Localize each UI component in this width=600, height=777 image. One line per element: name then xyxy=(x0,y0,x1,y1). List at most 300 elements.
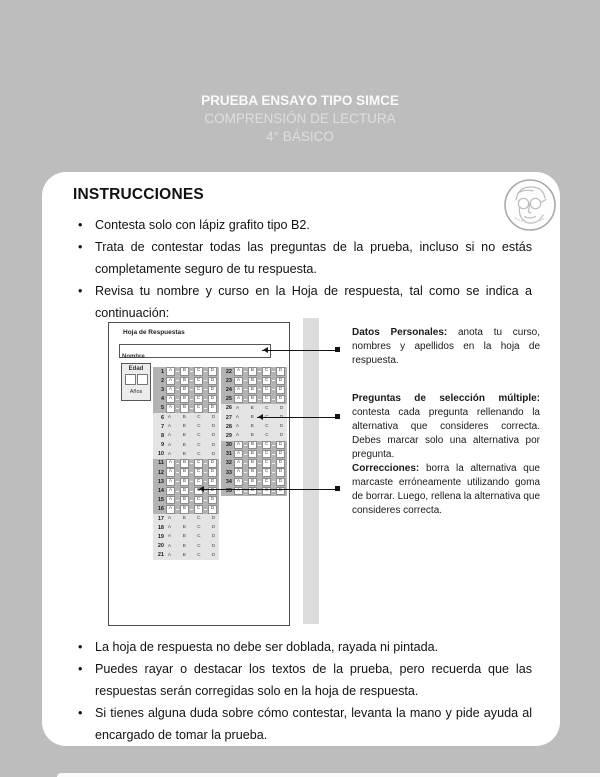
age-label: Edad xyxy=(128,366,144,372)
answer-row-30 xyxy=(221,441,287,450)
instructions-list-bottom xyxy=(73,636,532,746)
answer-bubble-D: D xyxy=(211,433,216,439)
bubble-connector xyxy=(272,481,275,482)
answer-bubble-A: A xyxy=(166,395,175,403)
answer-bubble-A: A xyxy=(167,552,172,558)
answer-bubble-D: D xyxy=(208,404,217,412)
answer-bubble-C: C xyxy=(194,395,203,403)
answer-row-5 xyxy=(153,404,219,413)
annotation-seleccion-multiple xyxy=(352,392,540,462)
bubble-connector xyxy=(258,371,261,372)
instructions-card xyxy=(42,172,560,746)
bubble-connector xyxy=(258,463,261,464)
answer-row-number: 30 xyxy=(225,442,232,449)
answer-bubble-B: B xyxy=(180,468,189,476)
answer-bubble-D: D xyxy=(276,395,285,403)
bubble-connector xyxy=(204,491,207,492)
answer-bubble-C: C xyxy=(194,468,203,476)
answer-bubble-A: A xyxy=(234,450,243,458)
answer-bubble-A: A xyxy=(166,487,175,495)
annotation-datos-personales xyxy=(352,326,540,368)
answer-bubble-B: B xyxy=(180,505,189,513)
answer-bubble-D: D xyxy=(279,433,284,439)
bubble-connector xyxy=(258,472,261,473)
bubble-connector xyxy=(244,399,247,400)
answer-row-16 xyxy=(153,505,219,514)
instruction-item xyxy=(73,214,532,236)
answer-bubble-D: D xyxy=(211,415,216,421)
page-header xyxy=(0,92,600,146)
answer-bubble-C: C xyxy=(262,459,271,467)
bubble-connector xyxy=(176,389,179,390)
instruction-text: La hoja de respuesta no debe ser doblada, rayada ni pintada. xyxy=(95,640,439,654)
answer-bubble-C: C xyxy=(197,543,201,549)
answer-bubble-B: B xyxy=(248,468,257,476)
bubble-connector xyxy=(176,481,179,482)
instruction-text: Si tienes alguna duda sobre cómo contestar, levanta la mano y pide ayuda al encargado de tomar la prueba. xyxy=(95,706,532,742)
answer-row-29 xyxy=(221,431,287,440)
instruction-item xyxy=(73,636,532,658)
answer-bubble-D: D xyxy=(276,459,285,467)
answer-sheet-illustration xyxy=(108,322,290,626)
bubble-connector xyxy=(244,445,247,446)
bubble-connector xyxy=(272,380,275,381)
answer-bubble-A: A xyxy=(234,386,243,394)
answer-row-number: 3 xyxy=(160,386,164,393)
answer-row-number: 35 xyxy=(225,488,232,495)
answer-bubble-B: B xyxy=(180,487,189,495)
answer-row-number: 20 xyxy=(157,543,164,550)
answer-bubble-B: B xyxy=(182,543,186,549)
answer-row-number: 11 xyxy=(158,460,164,467)
answer-bubble-B: B xyxy=(182,525,186,531)
bubble-connector xyxy=(258,389,261,390)
answer-bubble-C: C xyxy=(262,367,271,375)
answer-bubble-A: A xyxy=(167,415,172,421)
answer-bubble-D: D xyxy=(279,415,284,421)
answer-bubble-B: B xyxy=(180,478,189,486)
answer-bubble-B: B xyxy=(180,367,189,375)
answer-row-number: 32 xyxy=(225,460,232,467)
answer-bubble-A: A xyxy=(234,487,243,495)
answer-bubble-A: A xyxy=(166,496,175,504)
answer-bubble-D: D xyxy=(279,424,284,430)
answer-row-number: 13 xyxy=(157,478,164,485)
instruction-item xyxy=(73,702,532,746)
answer-bubble-C: C xyxy=(194,487,203,495)
answer-row-4 xyxy=(153,395,219,404)
answer-bubble-A: A xyxy=(167,451,172,457)
answer-row-number: 7 xyxy=(160,423,164,430)
answer-row-8 xyxy=(153,431,219,440)
answer-row-number: 5 xyxy=(160,405,164,412)
answer-row-number: 28 xyxy=(225,423,232,430)
answer-row-number: 22 xyxy=(225,368,232,375)
answer-bubble-B: B xyxy=(248,441,257,449)
answer-row-31 xyxy=(221,450,287,459)
bubble-connector xyxy=(204,472,207,473)
answer-bubble-C: C xyxy=(265,424,269,430)
bubble-connector xyxy=(204,509,207,510)
answer-bubble-B: B xyxy=(250,405,254,411)
bubble-connector xyxy=(244,463,247,464)
bubble-connector xyxy=(176,380,179,381)
answer-row-number: 9 xyxy=(160,442,164,449)
bubble-connector xyxy=(190,509,193,510)
answer-row-number: 21 xyxy=(157,552,164,559)
bubble-connector xyxy=(244,454,247,455)
answer-bubble-C: C xyxy=(197,534,201,540)
answer-row-25 xyxy=(221,395,287,404)
answer-bubble-C: C xyxy=(197,424,201,430)
answer-bubble-D: D xyxy=(211,552,216,558)
test-subtitle: COMPRENSIÓN DE LECTURA xyxy=(204,111,396,126)
bubble-connector xyxy=(272,454,275,455)
answer-row-9 xyxy=(153,441,219,450)
answer-row-7 xyxy=(153,422,219,431)
answer-bubble-A: A xyxy=(234,395,243,403)
answer-bubble-D: D xyxy=(211,451,216,457)
answer-row-number: 17 xyxy=(157,515,164,522)
answer-bubble-B: B xyxy=(182,552,186,558)
answer-row-number: 27 xyxy=(225,414,232,421)
instructions-heading: INSTRUCCIONES xyxy=(73,186,204,203)
bubble-connector xyxy=(244,472,247,473)
answer-bubble-A: A xyxy=(167,525,172,531)
answer-bubble-D: D xyxy=(276,441,285,449)
answer-bubble-D: D xyxy=(208,386,217,394)
answer-bubble-B: B xyxy=(182,415,186,421)
answer-row-number: 29 xyxy=(225,432,232,439)
sheet-page-edge-shadow xyxy=(303,318,319,624)
answer-bubble-D: D xyxy=(208,459,217,467)
answer-row-number: 23 xyxy=(225,377,232,384)
answer-bubble-A: A xyxy=(234,367,243,375)
test-grade: 4° BÁSICO xyxy=(266,129,334,144)
answer-bubble-C: C xyxy=(262,386,271,394)
answer-row-number: 24 xyxy=(225,386,232,393)
bubble-connector xyxy=(272,389,275,390)
answer-bubble-B: B xyxy=(248,367,257,375)
answer-bubble-C: C xyxy=(197,552,201,558)
answer-bubble-A: A xyxy=(167,424,172,430)
answer-bubble-C: C xyxy=(265,415,269,421)
age-box xyxy=(121,363,151,401)
answer-bubble-C: C xyxy=(197,415,201,421)
answer-row-number: 1 xyxy=(160,368,164,375)
answer-bubble-D: D xyxy=(276,386,285,394)
answer-row-11 xyxy=(153,459,219,468)
bubble-connector xyxy=(204,463,207,464)
answer-bubble-D: D xyxy=(211,516,216,522)
answer-bubble-C: C xyxy=(265,433,269,439)
answer-bubble-D: D xyxy=(211,442,216,448)
answer-bubble-A: A xyxy=(167,534,172,540)
name-field-label: Nombre xyxy=(122,354,145,360)
answer-row-number: 12 xyxy=(157,469,164,476)
answer-bubble-C: C xyxy=(194,505,203,513)
bubble-connector xyxy=(244,389,247,390)
instruction-item xyxy=(73,658,532,702)
arrow-to-name-field xyxy=(262,350,339,351)
bubble-connector xyxy=(176,472,179,473)
answer-bubble-D: D xyxy=(208,377,217,385)
answer-row-number: 26 xyxy=(225,405,232,412)
answer-row-number: 6 xyxy=(160,414,164,421)
answer-bubble-A: A xyxy=(166,367,175,375)
answer-bubble-B: B xyxy=(180,496,189,504)
answer-row-number: 25 xyxy=(225,396,232,403)
answer-bubble-C: C xyxy=(262,478,271,486)
answer-row-19 xyxy=(153,532,219,541)
answer-bubble-D: D xyxy=(276,377,285,385)
bubble-connector xyxy=(176,399,179,400)
answer-bubble-A: A xyxy=(167,433,172,439)
bubble-connector xyxy=(272,472,275,473)
answer-bubble-B: B xyxy=(182,516,186,522)
answer-bubble-D: D xyxy=(208,367,217,375)
answer-row-32 xyxy=(221,459,287,468)
bubble-connector xyxy=(190,389,193,390)
answer-bubble-C: C xyxy=(194,367,203,375)
answer-row-6 xyxy=(153,413,219,422)
answer-bubble-D: D xyxy=(276,487,285,495)
answer-bubble-D: D xyxy=(211,424,216,430)
answer-bubble-A: A xyxy=(234,441,243,449)
answer-bubble-D: D xyxy=(211,534,216,540)
answer-bubble-C: C xyxy=(265,405,269,411)
answer-column-left xyxy=(153,367,219,560)
arrow-to-corrections-row xyxy=(198,489,339,490)
answer-row-26 xyxy=(221,404,287,413)
answer-bubble-A: A xyxy=(235,405,240,411)
answer-bubble-A: A xyxy=(234,377,243,385)
answer-row-23 xyxy=(221,376,287,385)
answer-row-2 xyxy=(153,376,219,385)
answer-bubble-B: B xyxy=(180,404,189,412)
instruction-text: Puedes rayar o destacar los textos de la prueba, pero recuerda que las respuestas serán corregidas solo en la hoja de respuesta. xyxy=(95,662,532,698)
answer-bubble-B: B xyxy=(182,451,186,457)
annotation-text: borra la alternativa que marcaste erróneamente utilizando goma de borrar. Luego, rellena la alternativa que consideres correcta. xyxy=(352,463,540,516)
answer-bubble-B: B xyxy=(182,442,186,448)
answer-bubble-C: C xyxy=(262,468,271,476)
answer-bubble-A: A xyxy=(166,377,175,385)
bubble-connector xyxy=(204,389,207,390)
answer-row-3 xyxy=(153,385,219,394)
answer-bubble-A: A xyxy=(235,433,240,439)
answer-column-right xyxy=(221,367,287,496)
annotation-text: anota tu curso, nombres y apellidos en la hoja de respuesta. xyxy=(352,327,541,366)
answer-bubble-A: A xyxy=(234,459,243,467)
answer-bubble-D: D xyxy=(279,405,284,411)
answer-bubble-A: A xyxy=(235,424,240,430)
answer-bubble-C: C xyxy=(262,395,271,403)
next-card-edge xyxy=(57,773,600,777)
answer-row-number: 19 xyxy=(157,533,164,540)
answer-row-1 xyxy=(153,367,219,376)
bubble-connector xyxy=(190,399,193,400)
answer-bubble-C: C xyxy=(262,450,271,458)
answer-row-number: 18 xyxy=(157,524,164,531)
bubble-connector xyxy=(204,481,207,482)
answer-bubble-B: B xyxy=(248,450,257,458)
answer-row-15 xyxy=(153,496,219,505)
bubble-connector xyxy=(244,371,247,372)
bubble-connector xyxy=(272,491,275,492)
answer-bubble-C: C xyxy=(197,433,201,439)
answer-bubble-C: C xyxy=(262,487,271,495)
bubble-connector xyxy=(190,491,193,492)
bubble-connector xyxy=(190,408,193,409)
answer-bubble-B: B xyxy=(180,377,189,385)
answer-bubble-B: B xyxy=(180,459,189,467)
instruction-text: Revisa tu nombre y curso en la Hoja de respuesta, tal como se indica a continuación: xyxy=(95,284,532,320)
bubble-connector xyxy=(258,491,261,492)
age-digit-square xyxy=(125,374,136,385)
answer-bubble-C: C xyxy=(194,459,203,467)
answer-bubble-B: B xyxy=(180,395,189,403)
answer-bubble-D: D xyxy=(208,395,217,403)
answer-row-number: 34 xyxy=(225,478,232,485)
bubble-connector xyxy=(272,399,275,400)
answer-row-number: 16 xyxy=(157,506,164,513)
answer-row-13 xyxy=(153,477,219,486)
bubble-connector xyxy=(176,491,179,492)
instruction-item xyxy=(73,236,532,280)
bubble-connector xyxy=(258,481,261,482)
answer-bubble-C: C xyxy=(194,377,203,385)
answer-bubble-B: B xyxy=(180,386,189,394)
answer-bubble-C: C xyxy=(197,451,201,457)
answer-bubble-D: D xyxy=(211,543,216,549)
bubble-connector xyxy=(244,481,247,482)
answer-bubble-B: B xyxy=(182,433,186,439)
answer-bubble-C: C xyxy=(194,496,203,504)
instruction-text: Contesta solo con lápiz grafito tipo B2. xyxy=(95,218,310,232)
answer-bubble-A: A xyxy=(167,543,172,549)
bubble-connector xyxy=(190,463,193,464)
bubble-connector xyxy=(176,463,179,464)
answer-row-10 xyxy=(153,450,219,459)
bubble-connector xyxy=(258,454,261,455)
answer-bubble-D: D xyxy=(208,478,217,486)
answer-bubble-D: D xyxy=(208,505,217,513)
bubble-connector xyxy=(176,500,179,501)
bubble-connector xyxy=(190,500,193,501)
answer-bubble-A: A xyxy=(166,505,175,513)
answer-bubble-D: D xyxy=(208,468,217,476)
answer-bubble-A: A xyxy=(234,468,243,476)
answer-bubble-C: C xyxy=(197,525,201,531)
answer-row-number: 31 xyxy=(225,451,232,458)
bubble-connector xyxy=(190,481,193,482)
answer-row-14 xyxy=(153,486,219,495)
answer-bubble-C: C xyxy=(262,441,271,449)
bubble-connector xyxy=(204,380,207,381)
test-title: PRUEBA ENSAYO TIPO SIMCE xyxy=(201,93,399,108)
answer-bubble-D: D xyxy=(276,367,285,375)
answer-bubble-B: B xyxy=(248,487,257,495)
answer-row-28 xyxy=(221,422,287,431)
answer-bubble-B: B xyxy=(182,534,186,540)
age-digit-square xyxy=(137,374,148,385)
answer-row-22 xyxy=(221,367,287,376)
answer-row-17 xyxy=(153,514,219,523)
answer-bubble-B: B xyxy=(250,424,254,430)
answer-bubble-B: B xyxy=(182,424,186,430)
answer-bubble-B: B xyxy=(248,478,257,486)
answer-bubble-A: A xyxy=(234,478,243,486)
answer-row-number: 2 xyxy=(160,377,164,384)
instructions-list-top xyxy=(73,214,532,324)
answer-bubble-C: C xyxy=(197,442,201,448)
answer-row-number: 10 xyxy=(157,451,164,458)
answer-bubble-B: B xyxy=(248,386,257,394)
answer-bubble-C: C xyxy=(262,377,271,385)
bubble-connector xyxy=(190,472,193,473)
answer-bubble-D: D xyxy=(208,487,217,495)
answer-bubble-A: A xyxy=(235,415,240,421)
answer-bubble-A: A xyxy=(167,442,172,448)
annotation-correcciones xyxy=(352,462,540,518)
answer-bubble-A: A xyxy=(166,386,175,394)
answer-bubble-C: C xyxy=(197,516,201,522)
answer-row-34 xyxy=(221,477,287,486)
annotation-lead: Correcciones: xyxy=(352,463,420,474)
annotation-lead: Datos Personales: xyxy=(352,327,448,338)
answer-bubble-C: C xyxy=(194,404,203,412)
bubble-connector xyxy=(204,500,207,501)
bubble-connector xyxy=(176,371,179,372)
answer-bubble-A: A xyxy=(167,516,172,522)
answer-bubble-B: B xyxy=(248,395,257,403)
bubble-connector xyxy=(272,371,275,372)
bubble-connector xyxy=(204,371,207,372)
answer-bubble-A: A xyxy=(166,468,175,476)
answer-bubble-A: A xyxy=(166,478,175,486)
bubble-connector xyxy=(272,445,275,446)
annotation-lead: Preguntas de selección múltiple: xyxy=(352,393,540,404)
instruction-text: Trata de contestar todas las preguntas de la prueba, incluso si no estás completamente seguro de tu respuesta. xyxy=(95,240,532,276)
bubble-connector xyxy=(258,380,261,381)
answer-bubble-D: D xyxy=(276,450,285,458)
answer-bubble-C: C xyxy=(194,478,203,486)
answer-row-number: 4 xyxy=(160,396,164,403)
answer-bubble-B: B xyxy=(250,433,254,439)
bubble-connector xyxy=(244,491,247,492)
answer-row-number: 33 xyxy=(225,469,232,476)
age-digit-squares xyxy=(122,374,150,385)
answer-bubble-D: D xyxy=(276,478,285,486)
bubble-connector xyxy=(204,399,207,400)
annotation-text: contesta cada pregunta rellenando la alternativa que consideres correcta. Debes marcar solo una alternativa por pregunta. xyxy=(352,407,540,460)
bubble-connector xyxy=(176,408,179,409)
answer-row-18 xyxy=(153,523,219,532)
answer-bubble-D: D xyxy=(276,468,285,476)
arrow-to-question-bubbles xyxy=(257,417,339,418)
answer-row-number: 15 xyxy=(157,497,164,504)
answer-bubble-B: B xyxy=(250,415,254,421)
bubble-connector xyxy=(190,371,193,372)
answer-row-35 xyxy=(221,486,287,495)
answer-bubble-A: A xyxy=(166,404,175,412)
answer-bubble-B: B xyxy=(248,377,257,385)
answer-sheet-title: Hoja de Respuestas xyxy=(123,329,185,336)
answer-bubble-C: C xyxy=(194,386,203,394)
answer-row-33 xyxy=(221,468,287,477)
bubble-connector xyxy=(176,509,179,510)
answer-bubble-B: B xyxy=(248,459,257,467)
